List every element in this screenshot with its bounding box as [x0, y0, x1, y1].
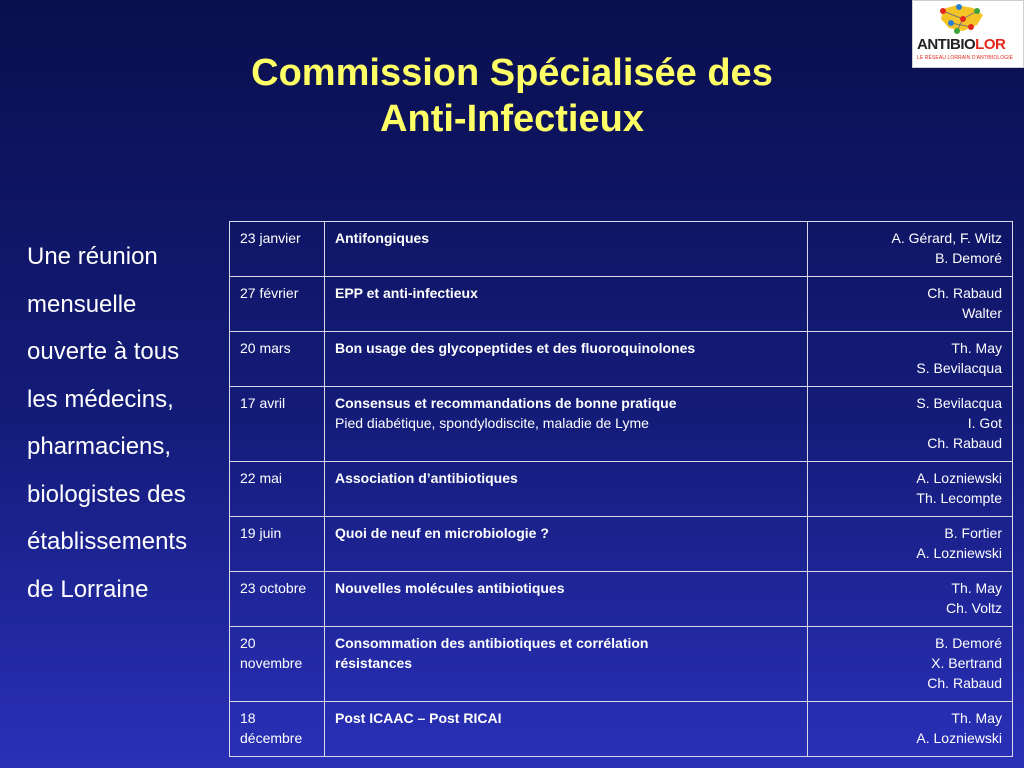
date-line: 19 juin — [240, 525, 282, 541]
topic-title: Post ICAAC – Post RICAI — [335, 710, 502, 726]
topic-cell — [325, 332, 808, 387]
speaker-name: Ch. Rabaud — [927, 285, 1002, 301]
topic-title: Bon usage des glycopeptides et des fluoroquinolones — [335, 340, 696, 356]
date-cell — [230, 572, 325, 627]
speakers-cell — [808, 387, 1013, 462]
description-line: biologistes des — [27, 480, 186, 508]
slide-title-line-2: Anti-Infectieux — [380, 98, 644, 140]
table-row — [230, 627, 1013, 702]
slide-title — [150, 50, 874, 142]
speaker-name: B. Fortier — [944, 525, 1002, 541]
date-line: 17 avril — [240, 395, 286, 411]
table-row — [230, 462, 1013, 517]
topic-title: EPP et anti-infectieux — [335, 285, 478, 301]
speakers-cell — [808, 702, 1013, 757]
topic-title: Quoi de neuf en microbiologie ? — [335, 525, 549, 541]
antibiolor-logo — [912, 0, 1024, 68]
speaker-name: Ch. Rabaud — [927, 435, 1002, 451]
logo-subtitle: LE RÉSEAU LORRAIN D'ANTIBIOLOGIE — [917, 55, 1014, 61]
logo-wordmark: ANTIBIOLOR — [917, 36, 1006, 53]
speaker-name: S. Bevilacqua — [916, 395, 1002, 411]
description-line: de Lorraine — [27, 575, 149, 603]
topic-title: Consensus et recommandations de bonne pratique — [335, 395, 677, 411]
topic-cell — [325, 627, 808, 702]
speaker-name: I. Got — [967, 415, 1002, 431]
speaker-name: Ch. Rabaud — [927, 675, 1002, 691]
slide-title-line-1: Commission Spécialisée des — [251, 52, 773, 94]
speaker-name: A. Lozniewski — [916, 470, 1002, 486]
date-line: 22 mai — [240, 470, 283, 486]
description-line: les médecins, — [27, 385, 174, 413]
topic-cell — [325, 572, 808, 627]
topic-cell — [325, 277, 808, 332]
speaker-name: A. Lozniewski — [916, 545, 1002, 561]
description-line: Une réunion — [27, 243, 158, 270]
table-row — [230, 332, 1013, 387]
date-cell — [230, 387, 325, 462]
table-row — [230, 517, 1013, 572]
date-cell — [230, 517, 325, 572]
speaker-name: B. Demoré — [935, 635, 1002, 651]
date-cell — [230, 627, 325, 702]
speaker-name: A. Lozniewski — [916, 730, 1002, 746]
speakers-cell — [808, 627, 1013, 702]
date-cell — [230, 702, 325, 757]
schedule-table — [229, 221, 1013, 757]
meeting-description — [27, 233, 222, 613]
speaker-name: A. Gérard, F. Witz — [891, 230, 1002, 246]
speaker-name: Th. May — [951, 710, 1002, 726]
topic-title: Association d’antibiotiques — [335, 470, 518, 486]
table-row — [230, 277, 1013, 332]
speaker-name: Th. May — [951, 340, 1002, 356]
date-cell — [230, 222, 325, 277]
speakers-cell — [808, 222, 1013, 277]
date-line: 20 — [240, 635, 256, 651]
topic-cell — [325, 702, 808, 757]
table-row — [230, 702, 1013, 757]
description-line: mensuelle — [27, 290, 137, 318]
speaker-name: Th. Lecompte — [916, 490, 1002, 506]
date-line: 23 octobre — [240, 580, 307, 596]
description-line: pharmaciens, — [27, 433, 172, 460]
speaker-name: B. Demoré — [935, 250, 1002, 266]
topic-detail: Pied diabétique, spondylodiscite, maladie de Lyme — [335, 415, 649, 431]
date-line: novembre — [240, 655, 303, 671]
description-line: ouverte à tous — [27, 338, 180, 365]
speaker-name: Ch. Voltz — [945, 600, 1002, 616]
topic-title: Consommation des antibiotiques et corrélation — [335, 635, 649, 651]
topic-cell — [325, 387, 808, 462]
date-line: décembre — [240, 730, 303, 746]
date-line: 20 mars — [240, 340, 291, 356]
speakers-cell — [808, 572, 1013, 627]
table-row — [230, 222, 1013, 277]
speakers-cell — [808, 462, 1013, 517]
network-map-icon — [913, 1, 1024, 41]
speakers-cell — [808, 517, 1013, 572]
date-line: 27 février — [240, 285, 299, 301]
table-row — [230, 387, 1013, 462]
date-line: 23 janvier — [240, 230, 301, 246]
topic-title: Antifongiques — [335, 230, 430, 246]
table-row — [230, 572, 1013, 627]
speaker-name: Th. May — [951, 580, 1002, 596]
date-cell — [230, 462, 325, 517]
speaker-name: X. Bertrand — [931, 655, 1002, 671]
date-line: 18 — [240, 710, 256, 726]
speaker-name: Walter — [962, 305, 1002, 321]
topic-title: Nouvelles molécules antibiotiques — [335, 580, 565, 596]
topic-cell — [325, 462, 808, 517]
description-line: établissements — [27, 528, 188, 555]
date-cell — [230, 332, 325, 387]
speakers-cell — [808, 332, 1013, 387]
topic-title: résistances — [335, 655, 413, 671]
speaker-name: S. Bevilacqua — [916, 360, 1002, 376]
speakers-cell — [808, 277, 1013, 332]
schedule-table-body — [230, 222, 1013, 757]
topic-cell — [325, 517, 808, 572]
topic-cell — [325, 222, 808, 277]
date-cell — [230, 277, 325, 332]
